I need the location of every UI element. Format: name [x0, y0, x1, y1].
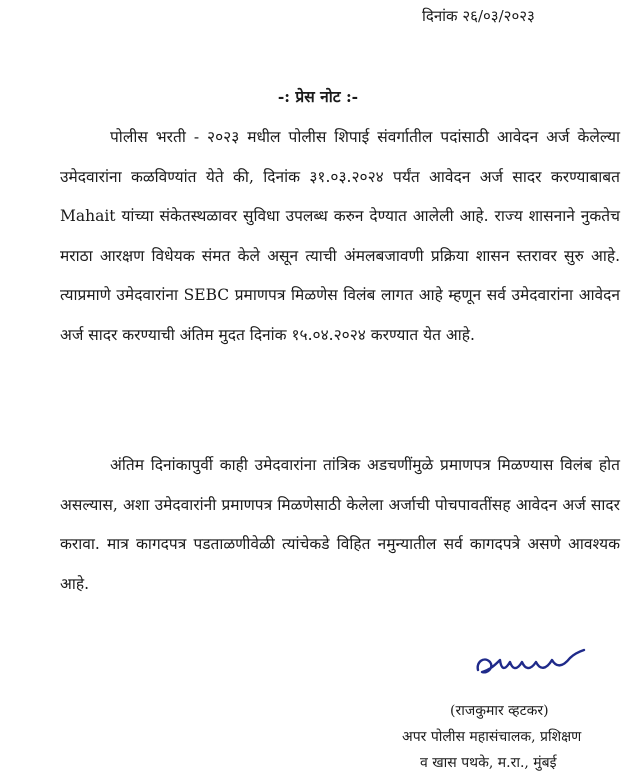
press-note-date: दिनांक २६/०३/२०२३: [422, 7, 535, 25]
press-note-title: -: प्रेस नोट :-: [277, 87, 359, 106]
handwritten-signature: [470, 640, 590, 685]
signatory-name: (राजकुमार व्हटकर): [450, 703, 549, 719]
signature-block: [402, 698, 630, 776]
paragraph-2-text: अंतिम दिनांकापुर्वी काही उमेदवारांना तांत्रिक अडचणींमुळे प्रमाणपत्र मिळण्यास विलंब होत असल्यास, अशा उमेदवारांनी प्रमाणपत्र मिळणेसाठी केलेला अर्जाची पोचपावतींसह आवेदन अर्ज सादर करावा. मात्र कागदपत्र पडताळणीवेळी त्यांचेकडे विहित नमुन्यातील सर्व कागदपत्रे असणे आवश्यक आहे.: [60, 456, 620, 593]
signatory-unit: व खास पथके, म.रा., मुंबई: [420, 755, 557, 771]
paragraph-2: [60, 446, 620, 604]
signatory-designation: अपर पोलीस महासंचालक, प्रशिक्षण: [402, 729, 582, 745]
paragraph-1-text: पोलीस भरती - २०२३ मधील पोलीस शिपाई संवर्गातील पदांसाठी आवेदन अर्ज केलेल्या उमेदवारांना कळविण्यांत येते की, दिनांक ३१.०३.२०२४ पर्यंत आवेदन अर्ज सादर करण्याबाबत Mahait यांच्या संकेतस्थळावर सुविधा उपलब्ध करुन देण्यात आलेली आहे. राज्य शासनाने नुकतेच मराठा आरक्षण विधेयक संमत केले असून त्याची अंमलबजावणी प्रक्रिया शासन स्तरावर सुरु आहे. त्याप्रमाणे उमेदवारांना SEBC प्रमाणपत्र मिळणेस विलंब लागत आहे म्हणून सर्व उमेदवारांना आवेदन अर्ज सादर करण्याची अंतिम मुदत दिनांक १५.०४.२०२४ करण्यात येत आहे.: [60, 128, 620, 344]
paragraph-1: [60, 118, 620, 355]
